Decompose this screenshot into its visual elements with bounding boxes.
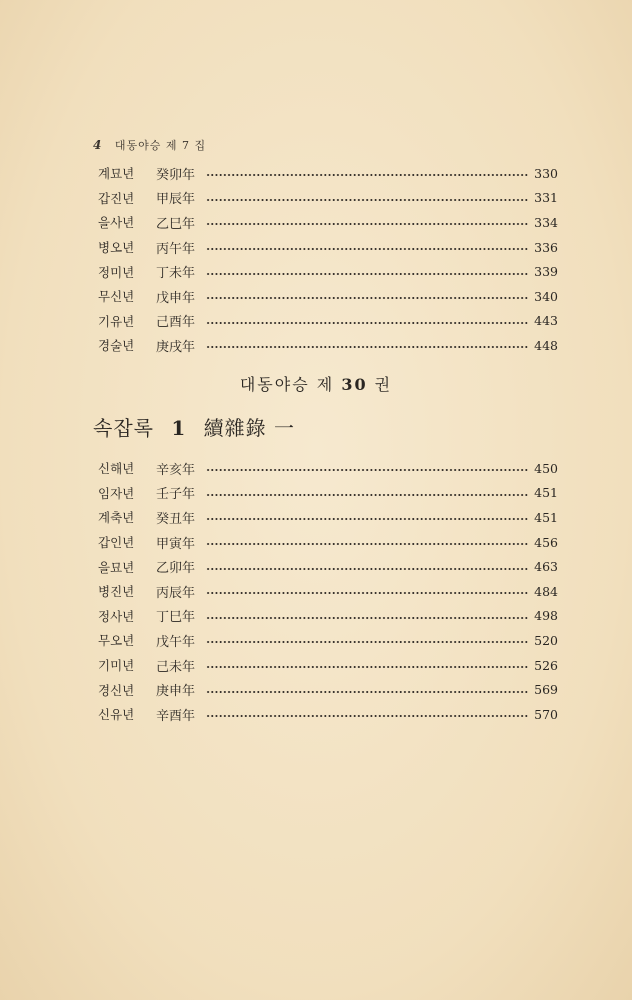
entry-chinese-title: 癸丑年 bbox=[156, 511, 196, 527]
toc-entry bbox=[98, 702, 558, 727]
toc-entry bbox=[98, 235, 558, 260]
entry-chinese-title: 乙巳年 bbox=[156, 216, 196, 232]
entry-page-number: 450 bbox=[534, 460, 558, 476]
entry-korean-title: 기미년 bbox=[98, 658, 135, 674]
entry-page-number: 331 bbox=[534, 190, 558, 206]
toc-entry bbox=[98, 505, 558, 530]
entry-chinese-title: 丁巳年 bbox=[156, 610, 196, 626]
dot-leader bbox=[206, 273, 528, 275]
entry-korean-title: 병진년 bbox=[98, 584, 135, 600]
toc-entry bbox=[98, 333, 558, 358]
entry-korean-title: 병오년 bbox=[98, 240, 135, 256]
dot-leader bbox=[206, 543, 528, 545]
entry-page-number: 339 bbox=[534, 264, 558, 280]
volume-heading bbox=[0, 372, 632, 395]
toc-entry bbox=[98, 628, 558, 653]
entry-chinese-title: 甲辰年 bbox=[156, 192, 196, 208]
dot-leader bbox=[206, 592, 528, 594]
entry-page-number: 443 bbox=[534, 313, 558, 329]
entry-page-number: 484 bbox=[534, 583, 558, 599]
entry-korean-title: 을묘년 bbox=[98, 559, 135, 575]
entry-korean-title: 임자년 bbox=[98, 485, 135, 501]
entry-page-number: 336 bbox=[534, 239, 558, 255]
entry-chinese-title: 己酉年 bbox=[156, 315, 196, 331]
toc-entry bbox=[98, 161, 558, 186]
volume-heading-suffix: 권 bbox=[374, 375, 393, 394]
entry-chinese-title: 庚戌年 bbox=[156, 339, 196, 355]
toc-entry bbox=[98, 210, 558, 235]
dot-leader bbox=[206, 494, 528, 496]
toc-entry bbox=[98, 677, 558, 702]
running-head-title: 대동야승 제 7 집 bbox=[114, 139, 207, 152]
entry-page-number: 526 bbox=[534, 657, 558, 673]
entry-chinese-title: 壬子年 bbox=[156, 487, 196, 503]
entry-page-number: 520 bbox=[534, 632, 558, 648]
entry-page-number: 451 bbox=[534, 509, 558, 525]
entry-chinese-title: 辛亥年 bbox=[156, 462, 196, 478]
section-heading-korean: 속잡록 bbox=[93, 416, 154, 440]
dot-leader bbox=[206, 715, 528, 717]
volume-heading-prefix: 대동야승 제 bbox=[239, 375, 335, 394]
toc-entry bbox=[98, 604, 558, 629]
dot-leader bbox=[206, 223, 528, 225]
entry-chinese-title: 甲寅年 bbox=[156, 536, 196, 552]
toc-entry bbox=[98, 284, 558, 309]
entry-chinese-title: 丙辰年 bbox=[156, 585, 196, 601]
entry-chinese-title: 己未年 bbox=[156, 659, 196, 675]
entry-page-number: 340 bbox=[534, 288, 558, 304]
dot-leader bbox=[206, 469, 528, 471]
section-heading bbox=[93, 412, 305, 441]
entry-page-number: 570 bbox=[534, 706, 558, 722]
toc-entry bbox=[98, 579, 558, 604]
entry-chinese-title: 乙卯年 bbox=[156, 561, 196, 577]
dot-leader bbox=[206, 641, 528, 643]
dot-leader bbox=[206, 322, 528, 324]
page-number: 4 bbox=[93, 138, 103, 152]
entry-chinese-title: 癸卯年 bbox=[156, 167, 196, 183]
entry-page-number: 456 bbox=[534, 534, 558, 550]
dot-leader bbox=[206, 199, 528, 201]
entry-page-number: 448 bbox=[534, 337, 558, 353]
toc-entry bbox=[98, 259, 558, 284]
entry-page-number: 451 bbox=[534, 485, 558, 501]
toc-entry bbox=[98, 456, 558, 481]
entry-chinese-title: 戊午年 bbox=[156, 634, 196, 650]
dot-leader bbox=[206, 297, 528, 299]
dot-leader bbox=[206, 174, 528, 176]
entry-korean-title: 계축년 bbox=[98, 510, 135, 526]
toc-entry bbox=[98, 653, 558, 678]
entry-page-number: 569 bbox=[534, 682, 558, 698]
entry-korean-title: 정미년 bbox=[98, 264, 135, 280]
entry-korean-title: 경신년 bbox=[98, 682, 135, 698]
entry-chinese-title: 丁未年 bbox=[156, 266, 196, 282]
section-heading-chinese: 續雜錄 一 bbox=[203, 416, 295, 440]
toc-entry bbox=[98, 481, 558, 506]
entry-korean-title: 무신년 bbox=[98, 289, 135, 305]
entry-page-number: 498 bbox=[534, 608, 558, 624]
toc-list-top bbox=[98, 161, 558, 358]
toc-entry bbox=[98, 530, 558, 555]
dot-leader bbox=[206, 568, 528, 570]
section-heading-number: 1 bbox=[171, 416, 187, 440]
entry-korean-title: 정사년 bbox=[98, 608, 135, 624]
dot-leader bbox=[206, 617, 528, 619]
entry-korean-title: 신해년 bbox=[98, 461, 135, 477]
entry-page-number: 334 bbox=[534, 214, 558, 230]
entry-page-number: 330 bbox=[534, 165, 558, 181]
toc-list-bottom bbox=[98, 456, 558, 727]
volume-heading-number: 30 bbox=[341, 375, 368, 394]
entry-korean-title: 계묘년 bbox=[98, 166, 135, 182]
dot-leader bbox=[206, 666, 528, 668]
entry-chinese-title: 戊申年 bbox=[156, 290, 196, 306]
dot-leader bbox=[206, 518, 528, 520]
entry-chinese-title: 庚申年 bbox=[156, 684, 196, 700]
entry-page-number: 463 bbox=[534, 559, 558, 575]
entry-korean-title: 경술년 bbox=[98, 338, 135, 354]
entry-chinese-title: 辛酉年 bbox=[156, 708, 196, 724]
toc-entry bbox=[98, 554, 558, 579]
entry-chinese-title: 丙午年 bbox=[156, 241, 196, 257]
entry-korean-title: 갑인년 bbox=[98, 535, 135, 551]
entry-korean-title: 을사년 bbox=[98, 215, 135, 231]
toc-entry bbox=[98, 309, 558, 334]
toc-entry bbox=[98, 186, 558, 211]
dot-leader bbox=[206, 691, 528, 693]
entry-korean-title: 갑진년 bbox=[98, 190, 135, 206]
dot-leader bbox=[206, 346, 528, 348]
dot-leader bbox=[206, 248, 528, 250]
entry-korean-title: 기유년 bbox=[98, 313, 135, 329]
entry-korean-title: 무오년 bbox=[98, 633, 135, 649]
entry-korean-title: 신유년 bbox=[98, 707, 135, 723]
running-head bbox=[93, 137, 206, 153]
